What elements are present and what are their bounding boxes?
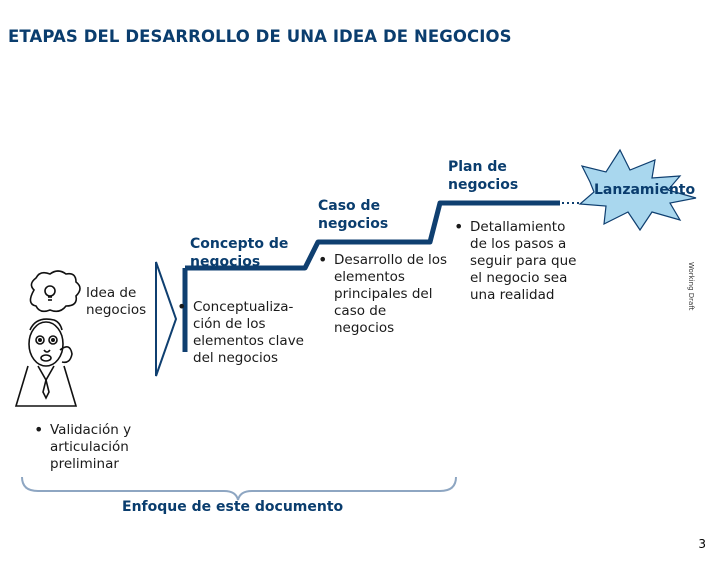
page-number: 3 — [698, 537, 706, 551]
idea-label-line: Idea de — [86, 285, 137, 301]
idea-label-line: negocios — [86, 302, 147, 318]
concepto-heading-line: negocios — [190, 254, 261, 270]
bullet-line: articulación — [50, 439, 129, 455]
bullet-line: elementos — [334, 269, 405, 285]
bullet-line: una realidad — [470, 287, 555, 303]
caso-bullets — [318, 252, 447, 337]
concepto-bullets — [177, 299, 304, 367]
launch-label: Lanzamiento — [594, 182, 696, 198]
plan-heading-line: negocios — [448, 177, 519, 193]
concepto-heading-line: Concepto de — [190, 236, 289, 252]
curly-brace-icon — [22, 477, 456, 500]
focus-label: Enfoque de este documento — [122, 499, 344, 515]
plan-heading-line: Plan de — [448, 159, 507, 175]
bullet-line: negocios — [334, 320, 395, 336]
plan-heading — [448, 158, 518, 194]
bullet-line: elementos clave — [193, 333, 304, 349]
bullet-item — [454, 219, 576, 304]
bullet-line: caso de — [334, 303, 387, 319]
caso-heading-line: negocios — [318, 216, 389, 232]
caso-heading — [318, 197, 388, 233]
bullet-item — [34, 422, 131, 473]
bullet-line: ción de los — [193, 316, 266, 332]
bullet-line: • Detallamiento — [470, 219, 566, 235]
bullet-line: del negocios — [193, 350, 279, 366]
thinking-man-icon — [16, 271, 80, 406]
idea-label — [86, 285, 146, 319]
bullet-line: de los pasos a — [470, 236, 567, 252]
caso-heading-line: Caso de — [318, 198, 381, 214]
concepto-heading — [190, 235, 288, 271]
bullet-line: • Validación y — [50, 422, 132, 438]
bullet-line: • Conceptualiza- — [193, 299, 294, 315]
bullet-line: principales del — [334, 286, 433, 302]
page-title: ETAPAS DEL DESARROLLO DE UNA IDEA DE NEGOCIOS — [8, 27, 512, 46]
chevron-arrow-icon — [156, 262, 176, 376]
bullet-line: seguir para que — [470, 253, 577, 269]
bullet-line: el negocio sea — [470, 270, 568, 286]
bullet-item — [177, 299, 304, 367]
idea-bullets — [34, 422, 131, 473]
bullet-line: • Desarrollo de los — [334, 252, 448, 268]
bullet-item — [318, 252, 447, 337]
bullet-line: preliminar — [50, 456, 119, 472]
plan-bullets — [454, 219, 576, 304]
working-draft-label: Working Draft — [687, 262, 695, 311]
